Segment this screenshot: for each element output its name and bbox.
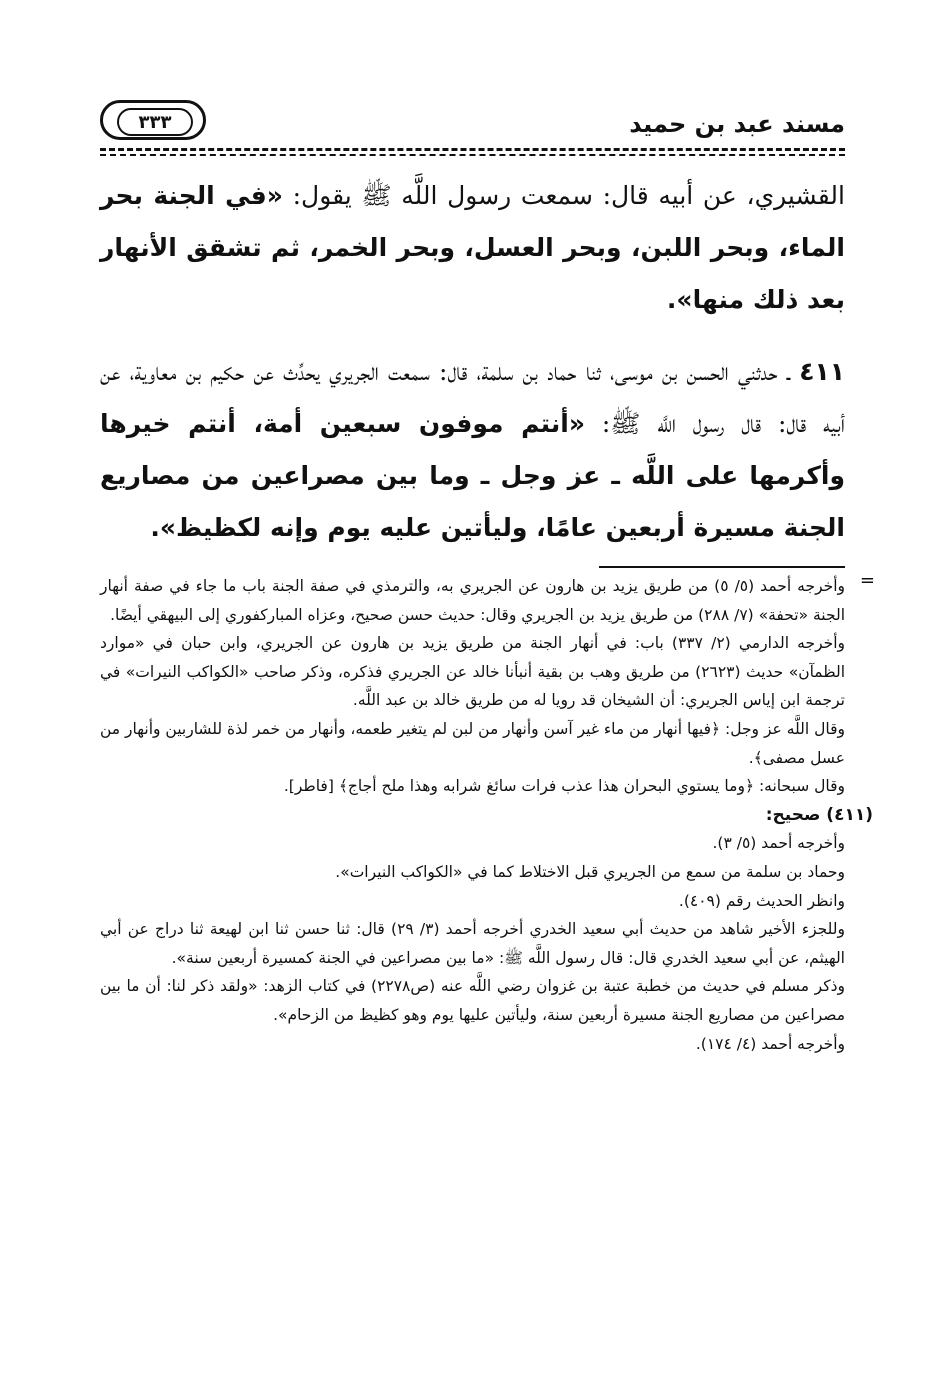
header-divider	[100, 148, 845, 158]
footnote-line: وقال اللَّه عز وجل: ﴿فيها أنهار من ماء غير آسن وأنهار من لبن لم يتغير طعمه، وأنهار من خمر لذة للشاربين وأنهار من عسل مصفى﴾.	[100, 719, 845, 767]
page-number-badge	[100, 100, 206, 140]
narration-chain: ـ حدثني الحسن بن موسى، ثنا حماد بن سلمة، قال: سمعت الجريري يحدِّث عن حكيم بن معاوية، عن أبيه قال: قال رسول اللَّه ﷺ:	[100, 357, 845, 438]
footnote-line: وأخرجه أحمد (٥/ ٣).	[712, 834, 845, 853]
hadith-text: «في الجنة بحر الماء، وبحر اللبن، وبحر العسل، وبحر الخمر، ثم تشقق الأنهار بعد ذلك منها».	[100, 181, 845, 314]
footnote-line: وذكر مسلم في حديث من خطبة عتبة بن غزوان رضي اللَّه عنه (ص٢٢٧٨) في كتاب الزهد: «ولقد ذكر لنا: أن ما بين مصراعين من مصاريع الجنة مسيرة أربعين سنة، وليأتين عليها يوم وهو كظيظ من الزحام».	[100, 977, 845, 1024]
footnote-line: وأخرجه الدارمي (٢/ ٣٣٧) باب: في أنهار الجنة من طريق يزيد بن هارون عن الجريري، وابن حبان في «موارد الظمآن» حديث (٢٦٢٣) من طريق وهب بن بقية أنبأنا خالد عن الجريري فذكره، وذكر صاحب «الكواكب النيرات» في ترجمة ابن إياس الجريري: أن الشيخان قد رويا له من طريق خالد بن عبد اللَّه.	[100, 634, 846, 710]
footnote-line: وقال سبحانه: ﴿وما يستوي البحران هذا عذب فرات سائغ شرابه وهذا ملح أجاج﴾ [فاطر].	[283, 777, 845, 796]
hadith-paragraph	[100, 170, 845, 326]
footnotes	[100, 572, 873, 1058]
footnote-divider	[599, 566, 845, 568]
footnote-heading: (٤١١) صحيح:	[765, 804, 873, 825]
footnote-line: وأخرجه أحمد (٤/ ١٧٤).	[695, 1034, 845, 1053]
footnote-line: وللجزء الأخير شاهد من حديث أبي سعيد الخدري أخرجه أحمد (٣/ ٢٩) قال: ثنا حسن ثنا ابن لهيعة ثنا دراج عن أبي الهيثم، عن أبي سعيد الخدري قال: قال رسول اللَّه ﷺ: «ما بين مصراعين في الجنة كمسيرة أربعين سنة».	[100, 920, 845, 967]
footnote-line: وأخرجه أحمد (٥/ ٥) من طريق يزيد بن هارون عن الجريري به، والترمذي في صفة الجنة باب ما جاء في صفة أنهار الجنة «تحفة» (٧/ ٢٨٨) من طريق يزيد بن الجريري وقال: حديث حسن صحيح، وعزاه المباركفوري إلى البيهقي أيضًا.	[100, 577, 845, 624]
hadith-text: «أنتم موفون سبعين أمة، أنتم خيرها وأكرمها على اللَّه ـ عز وجل ـ وما بين مصراعين من مصاريع الجنة مسيرة أربعين عامًا، وليأتين عليه يوم وإنه لكظيظ».	[100, 409, 845, 542]
narration-chain: القشيري، عن أبيه قال: سمعت رسول اللَّه ﷺ يقول:	[282, 181, 845, 210]
footnote-continuation-marker: =	[859, 570, 875, 591]
hadith-paragraph	[100, 346, 845, 554]
footnote-line: وحماد بن سلمة من سمع من الجريري قبل الاختلاط كما في «الكواكب النيرات».	[335, 862, 845, 881]
main-text	[100, 170, 845, 554]
book-title: مسند عبد بن حميد	[629, 110, 845, 138]
hadith-number: ٤١١	[799, 357, 845, 386]
page-header	[100, 98, 845, 146]
page-number: ٣٣٣	[117, 108, 193, 136]
footnote-line: وانظر الحديث رقم (٤٠٩).	[678, 891, 845, 910]
